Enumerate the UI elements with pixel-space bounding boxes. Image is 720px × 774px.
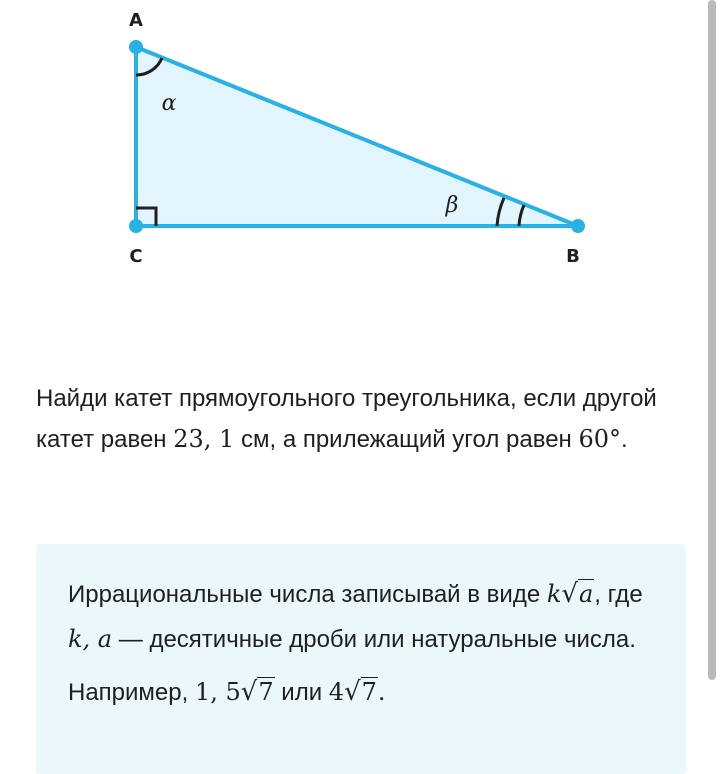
hint-k: k xyxy=(546,580,562,608)
example-1-sqrt xyxy=(241,670,275,715)
example-end: . xyxy=(377,678,386,706)
hint-body xyxy=(68,572,668,715)
sqrt-icon: √ xyxy=(344,677,361,707)
problem-text xyxy=(36,378,696,460)
hint-line2: , где xyxy=(594,581,643,608)
example-or: или xyxy=(274,679,329,706)
example-2-sqrt xyxy=(344,670,378,715)
hint-a: a xyxy=(578,580,594,608)
triangle-diagram xyxy=(0,0,720,300)
sqrt-icon: √ xyxy=(561,579,578,609)
example-prefix: Например, xyxy=(68,679,195,706)
problem-part2: см, а прилежащий угол равен xyxy=(234,426,579,453)
hint-line1: Иррациональные числа записывай в виде xyxy=(68,581,547,608)
sqrt-icon: √ xyxy=(240,677,258,707)
vertex-b-label: B xyxy=(566,246,580,267)
hint-example xyxy=(68,670,668,715)
example-1-radicand: 7 xyxy=(258,678,274,706)
problem-part1: Найди катет прямоугольного треугольника, если другой катет равен xyxy=(36,385,657,453)
hint-box xyxy=(36,544,686,774)
example-1-coef: 1, 5 xyxy=(194,678,241,706)
problem-angle-value: 60° xyxy=(578,425,622,453)
example-2-coef: 4 xyxy=(328,678,345,706)
problem-part3: . xyxy=(621,426,628,453)
page-scrollbar[interactable] xyxy=(708,0,716,680)
hint-line3: — десятичные дроби или натуральные числа. xyxy=(112,626,636,653)
vertex-a-point xyxy=(129,40,143,54)
vertex-a-label: A xyxy=(129,10,143,31)
hint-sqrt-a xyxy=(561,572,594,617)
hint-instruction xyxy=(68,572,668,662)
example-2-radicand: 7 xyxy=(361,678,377,706)
triangle-abc xyxy=(136,47,578,226)
vertex-c-point xyxy=(129,219,143,233)
angle-alpha-label: α xyxy=(161,91,177,116)
angle-beta-label: β xyxy=(445,193,459,218)
vertex-c-label: C xyxy=(129,246,143,267)
problem-leg-value: 23, 1 xyxy=(173,425,235,453)
vertex-b-point xyxy=(571,219,585,233)
hint-vars: k, a xyxy=(68,625,113,653)
